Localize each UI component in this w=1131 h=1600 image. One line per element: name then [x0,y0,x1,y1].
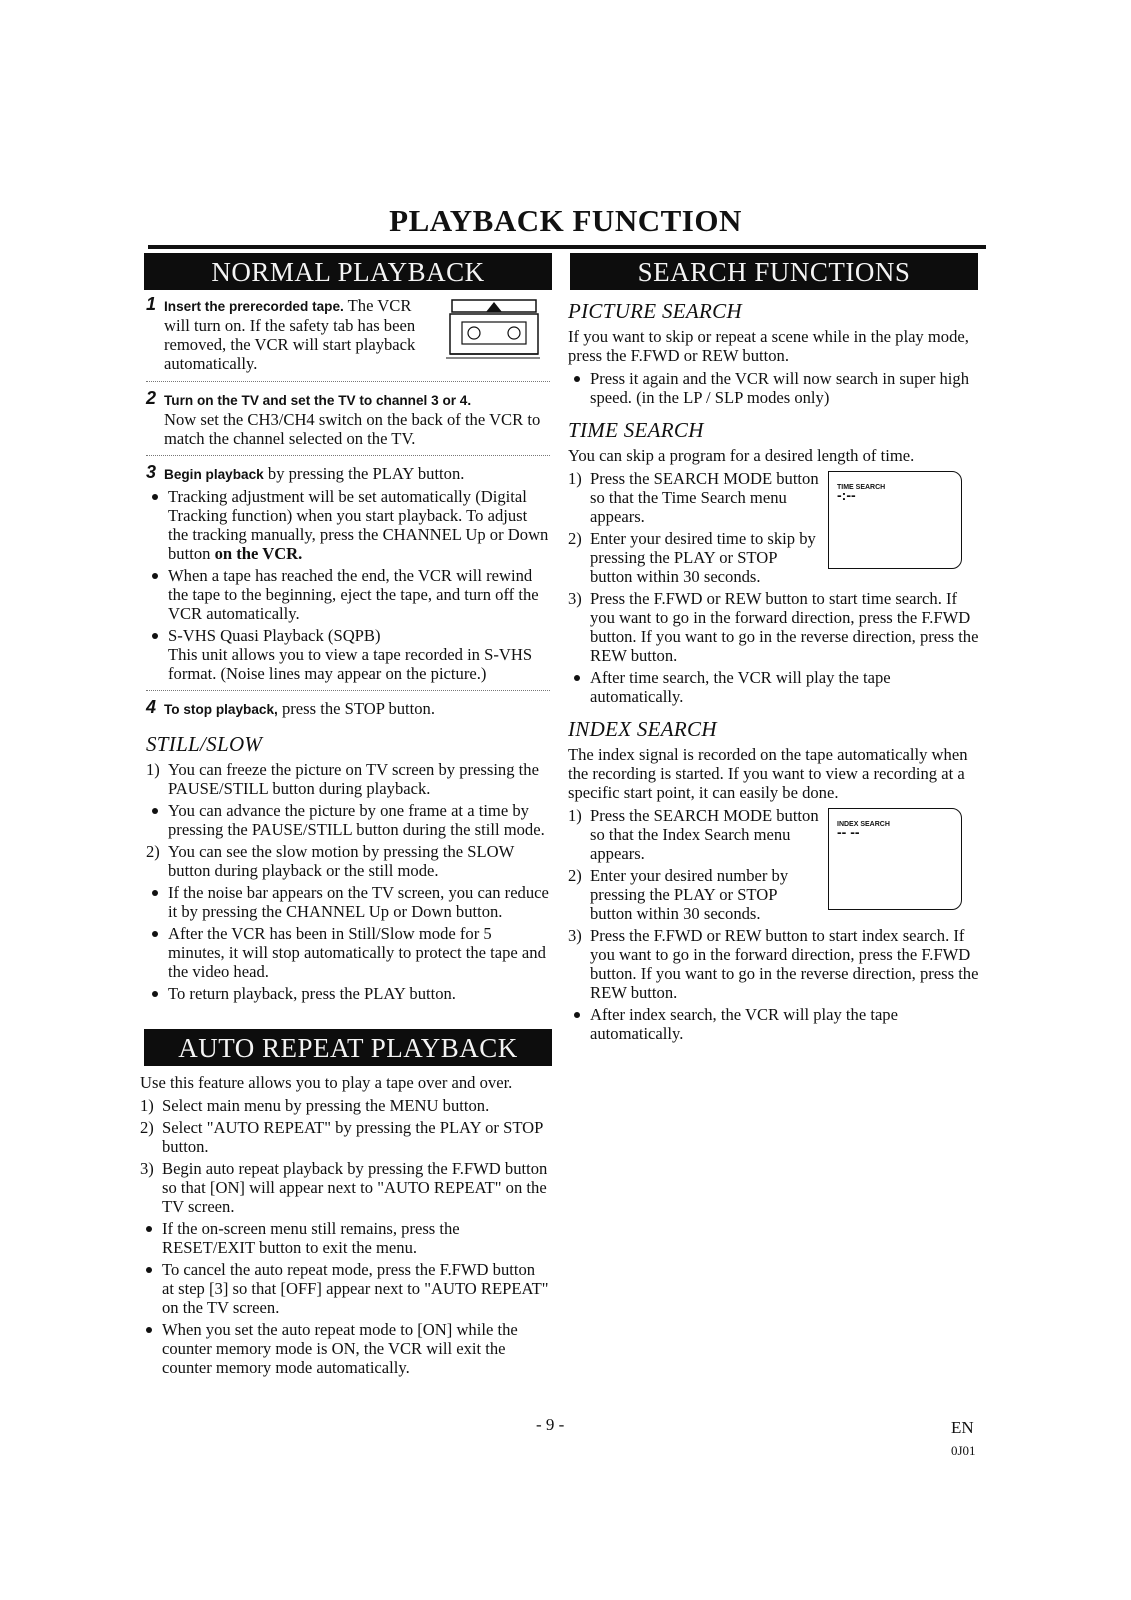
list-item: 2) Enter your desired time to skip by pressing the PLAY or STOP button within 30 seconds. [568,529,816,586]
step-4-number: 4 [146,697,157,717]
auto-repeat-intro: Use this feature allows you to play a tape over and over. [140,1073,513,1092]
list-item: When a tape has reached the end, the VCR will rewind the tape to the beginning, eject the tape, and turn off the VCR automatically. [146,566,550,623]
list-item: 2) You can see the slow motion by pressing the SLOW button during playback or the still mode. [146,842,514,880]
step-4-lead: To stop playback, [164,702,278,717]
list-item: 1) Press the SEARCH MODE button so that the Time Search menu appears. [568,469,819,526]
cassette-insert-icon [444,298,540,362]
list-item: You can advance the picture by one frame at a time by pressing the PAUSE/STILL button during the still mode. [146,801,550,839]
step-2-lead: Turn on the TV and set the TV to channel 3 or 4. [164,393,472,408]
title-rule [148,245,986,249]
document-code: 0J01 [951,1443,976,1458]
picture-search-text: If you want to skip or repeat a scene while in the play mode, press the F.FWD or REW button. [568,327,969,365]
step-2 [146,390,550,448]
index-search-intro: The index signal is recorded on the tape automatically when the recording is started. If you want to view a recording at a specific start point, it can easily be done. [568,745,968,802]
auto-repeat-heading: AUTO REPEAT PLAYBACK [144,1029,552,1066]
time-search-heading: TIME SEARCH [568,418,704,442]
osd-value: -:-- [837,487,856,503]
list-item: To return playback, press the PLAY button. [146,984,550,1003]
language-code: EN [951,1418,974,1437]
step-3 [146,464,550,484]
list-item: 3) Press the F.FWD or REW button to start time search. If you want to go in the forward direction, press the F.FWD button. If you want to go in the reverse direction, press the REW button. [568,589,979,665]
list-item: After the VCR has been in Still/Slow mode for 5 minutes, it will stop automatically to protect the tape and the video head. [146,924,550,981]
list-item: Press it again and the VCR will now search in super high speed. (in the LP / SLP modes only) [568,369,980,407]
list-item: 3) Press the F.FWD or REW button to start index search. If you want to go in the forward direction, press the F.FWD button. If you want to go in the reverse direction, press the REW button. [568,926,979,1002]
page-number: - 9 - [536,1415,565,1434]
still-slow-heading: STILL/SLOW [146,732,263,756]
normal-playback-heading: NORMAL PLAYBACK [144,253,552,290]
list-item: 2) Select "AUTO REPEAT" by pressing the PLAY or STOP button. [140,1118,543,1156]
list-item: Tracking adjustment will be set automatically (Digital Tracking function) when you start playback. To adjust the tracking manually, press the CHANNEL Up or Down button on the VCR. [146,487,550,563]
list-item: 3) Begin auto repeat playback by pressing the F.FWD button so that [ON] will appear next to "AUTO REPEAT" on the TV screen. [140,1159,548,1216]
step-1-number: 1 [146,294,157,314]
time-search-intro: You can skip a program for a desired length of time. [568,446,915,465]
step-2-number: 2 [146,388,157,408]
time-search-steps [568,469,980,586]
step-3-text: by pressing the PLAY button. [267,464,465,483]
step-4 [146,699,550,719]
auto-repeat-section [140,1073,550,1380]
osd-label: INDEX SEARCH [837,821,890,828]
list-item: 1) Press the SEARCH MODE button so that the Index Search menu appears. [568,806,819,863]
divider [146,690,550,691]
step-1-text: The VCR will turn on. If the safety tab has been removed, the VCR will start playback automatically. [164,296,416,373]
divider [146,381,550,382]
index-search-steps [568,806,980,923]
list-item: After time search, the VCR will play the tape automatically. [568,668,980,706]
picture-search-heading: PICTURE SEARCH [568,299,742,323]
step-3-lead: Begin playback [164,467,264,482]
list-item: If the on-screen menu still remains, press the RESET/EXIT button to exit the menu. [140,1219,550,1257]
time-search-screen [828,471,962,569]
list-item: 1) You can freeze the picture on TV screen by pressing the PAUSE/STILL button during playback. [146,760,539,798]
search-functions-section [568,299,980,1046]
step-2-text: Now set the CH3/CH4 switch on the back of the VCR to match the channel selected on the TV. [164,410,541,448]
divider [146,455,550,456]
search-functions-heading: SEARCH FUNCTIONS [570,253,978,290]
osd-label: TIME SEARCH [837,484,886,491]
sqpb-description: This unit allows you to view a tape recorded in S-VHS format. (Noise lines may appear on the picture.) [168,645,533,683]
step-3-number: 3 [146,462,157,482]
osd-value: -- -- [837,824,860,840]
step-4-text: press the STOP button. [281,699,436,718]
list-item: S-VHS Quasi Playback (SQPB) [146,626,550,645]
list-item: 2) Enter your desired number by pressing the PLAY or STOP button within 30 seconds. [568,866,789,923]
list-item: When you set the auto repeat mode to [ON] while the counter memory mode is ON, the VCR will exit the counter memory mode automatically. [140,1320,550,1377]
list-item: 1) Select main menu by pressing the MENU button. [140,1096,490,1115]
normal-playback-section [146,296,550,1006]
list-item: After index search, the VCR will play the tape automatically. [568,1005,980,1043]
step-1 [146,296,550,374]
list-item: To cancel the auto repeat mode, press the F.FWD button at step [3] so that [OFF] appear next to "AUTO REPEAT" on the TV screen. [140,1260,550,1317]
page-title: PLAYBACK FUNCTION [389,203,742,238]
list-item: If the noise bar appears on the TV screen, you can reduce it by pressing the CHANNEL Up or Down button. [146,883,550,921]
index-search-screen [828,808,962,910]
step-1-lead: Insert the prerecorded tape. [164,299,344,314]
index-search-heading: INDEX SEARCH [568,717,717,741]
